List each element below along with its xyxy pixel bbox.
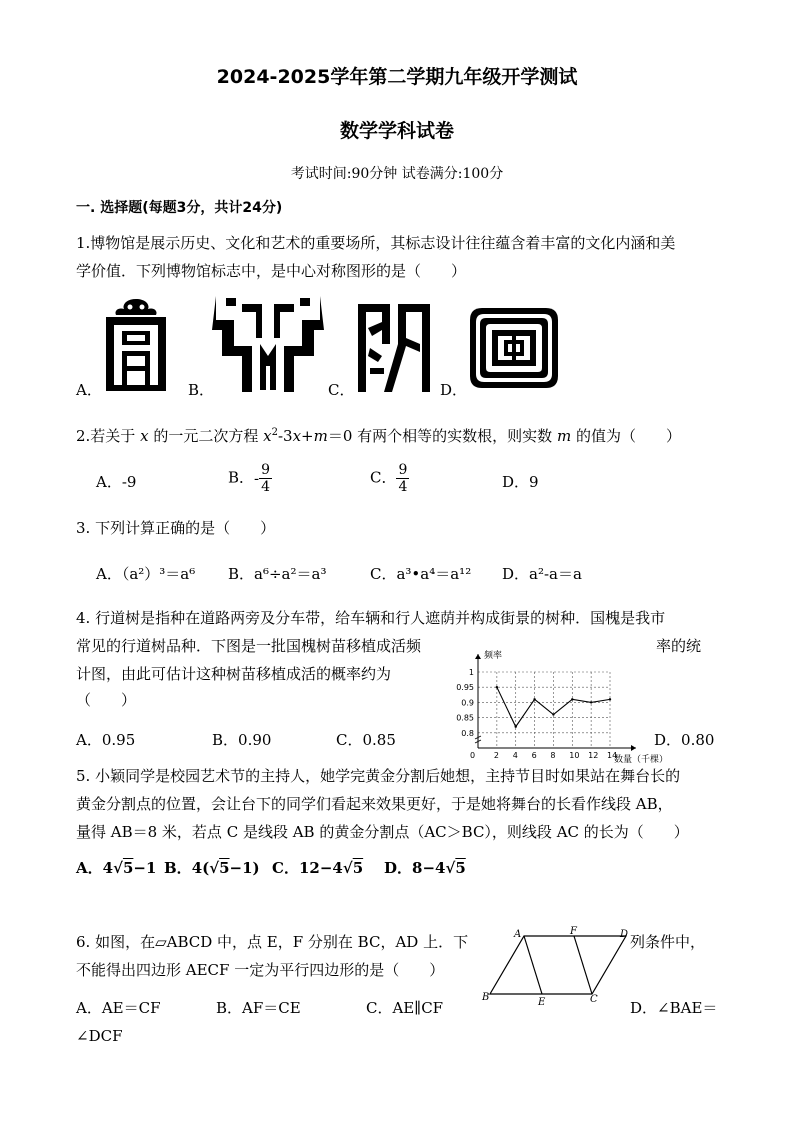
q1-label-c: C． [328,381,355,399]
museum-logo-a [100,295,172,395]
y-tick-label: 0.85 [456,713,474,723]
q6-line2: 不能得出四边形 AECF 一定为平行四边形的是（ ） [76,961,445,979]
q6-option-a: A．AE＝CF [76,999,161,1017]
q2-option-a: A．-9 [96,473,137,491]
q6-option-d: D．∠BAE＝ [630,999,718,1017]
q4-option-c: C．0.85 [336,731,396,749]
q6-option-c: C．AE∥CF [366,999,444,1017]
point-d-label: D [620,929,629,940]
museum-logo-d [468,306,560,390]
x-axis-label: 数量（千棵） [614,755,669,765]
q5-option-b: B．4(√5−1) [164,859,260,877]
q1-label-d: D． [440,381,468,399]
q4-option-d: D．0.80 [654,731,715,749]
point-b-label: B [482,992,490,1003]
q2-option-d: D．9 [502,473,539,491]
y-tick-label: 0.9 [461,698,474,708]
q6-line1a: 6. 如图，在▱ABCD 中，点 E，F 分别在 BC，AD 上．下 [76,933,469,951]
frequency-point [533,698,535,700]
q1-label-a: A． [76,381,102,399]
y-tick-label: 0.8 [461,728,474,738]
q5-option-d: D．8−4√5 [384,859,466,877]
q3-option-d: D．a²-a＝a [502,565,582,583]
point-f-label: F [570,926,577,937]
x-tick-label: 10 [569,751,580,760]
x-tick-label: 6 [531,751,537,760]
x-tick-label: 12 [588,751,599,760]
q3-option-b: B．a⁶÷a²＝a³ [228,565,327,583]
q4-line1: 4. 行道树是指种在道路两旁及分车带，给车辆和行人遮荫并构成街景的树种．国槐是我市 [76,609,666,627]
q5-option-a: A．4√5−1 [76,859,157,877]
q5-line3: 量得 AB＝8 米，若点 C 是线段 AB 的黄金分割点（AC＞BC），则线段 AC 的长为（ ） [76,823,689,841]
q6-option-b: B．AF＝CE [216,999,301,1017]
frequency-point [515,726,517,728]
exam-subtitle: 数学学科试卷 [339,120,454,142]
q2-option-b: B．- $\frac{9}{4}$ [228,462,271,495]
frequency-point [552,713,554,715]
q3-option-a: A．（a²）³＝a⁶ [96,565,196,583]
exam-info: 考试时间:90分钟 试卷满分:100分 [290,166,504,182]
point-a-label: A [514,929,522,940]
q4-line2b: 率的统 [656,637,702,655]
survival-frequency-chart [440,646,669,765]
museum-logo-c [352,298,436,396]
point-c-label: C [590,994,598,1005]
y-tick-label: 0.95 [456,683,474,693]
frequency-point [590,701,592,703]
q1-line2: 学价值．下列博物馆标志中，是中心对称图形的是（ ） [76,262,467,280]
q5-line2: 黄金分割点的位置，会让台下的同学们看起来效果更好，于是她将舞台的长看作线段 AB， [76,795,673,813]
frequency-point [571,698,573,700]
q2-option-c: C． $\frac{9}{4}$ [370,462,408,495]
x-tick-label: 8 [550,751,556,760]
section-heading: 一. 选择题(每题3分，共计24分) [76,200,283,216]
q5-option-c: C．12−4√5 [272,859,364,877]
q3-option-c: C．a³•a⁴＝a¹² [370,565,472,583]
q4-option-b: B．0.90 [212,731,272,749]
q4-line2a: 常见的行道树品种．下图是一批国槐树苗移植成活频 [76,637,422,655]
exam-title: 2024-2025学年第二学期九年级开学测试 [216,66,578,88]
q3-stem: 3. 下列计算正确的是（ ） [76,519,276,537]
x-tick-label: 2 [493,751,499,760]
y-tick-label: 1 [468,668,474,677]
y-axis-label: 频率 [484,651,503,661]
x-axis-arrow [631,745,636,751]
museum-logo-b [212,294,324,394]
q6-option-d-cont: ∠DCF [76,1027,123,1045]
point-e-label: E [538,997,546,1008]
frequency-point [496,686,498,688]
q5-line1: 5. 小颖同学是校园艺术节的主持人，她学完黄金分割后她想，主持节目时如果站在舞台长的 [76,767,681,785]
q2-stem: 2.若关于 x 的一元二次方程 $x^2-3x+m=0$ 有两个相等的实数根，则实数 m 的值为（ ） [76,427,681,445]
q4-option-a: A．0.95 [76,731,136,749]
q4-line4: （ ） [76,691,137,709]
q1-line1: 1.博物馆是展示历史、文化和艺术的重要场所，其标志设计往往蕴含着丰富的文化内涵和美 [76,234,676,252]
frequency-point [609,698,611,700]
x-tick-label: 14 [607,751,618,760]
q4-line3: 计图，由此可估计这种树苗移植成活的概率约为 [76,665,392,683]
x-tick-label: 0 [470,751,476,760]
x-tick-label: 4 [512,751,518,760]
q6-line1b: 列条件中， [630,933,706,951]
q1-label-b: B． [188,381,215,399]
parallelogram-figure [480,924,640,1008]
y-axis-arrow [475,654,481,659]
